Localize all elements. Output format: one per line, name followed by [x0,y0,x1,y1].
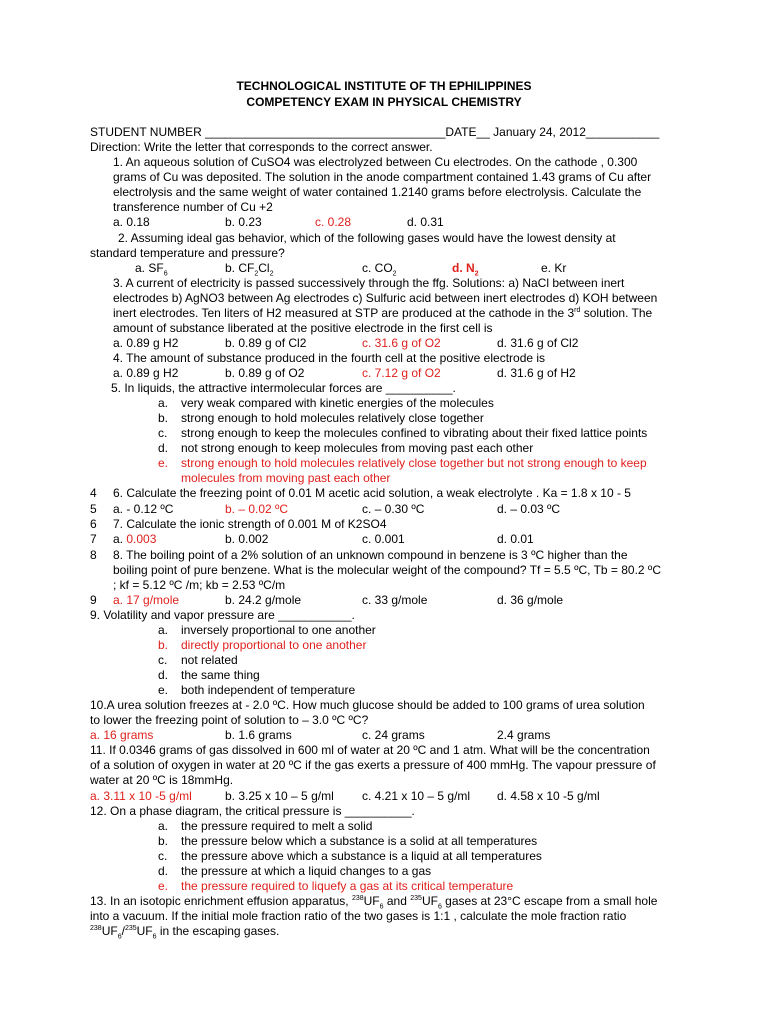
option-text-answer: the pressure required to liquefy a gas at its critical temperature [181,879,514,893]
option-letter-answer: e. [158,456,169,470]
option-text: not related [181,653,238,667]
option-text-answer-continued: molecules from moving past each other [181,471,391,485]
question-text: 13. In an isotopic enrichment effusion apparatus, $^{238}UF_6$ and $^{235}UF_6$ gases at 23°C escape from a small hole [90,894,658,911]
option-c: c. 24 grams [362,728,425,742]
question-text: amount of substance liberated at the positive electrode in the first cell is [113,321,493,335]
option-a: a. - 0.12 ºC [113,502,174,516]
option-letter: a. [158,396,169,410]
option-letter: b. [158,411,169,425]
option-letter: a. [158,623,169,637]
question-text: water at 20 ºC is 18mmHg. [90,773,234,787]
option-a: a. 0.89 g H2 [113,366,179,380]
option-letter: c. [158,426,168,440]
question-text: 9. Volatility and vapor pressure are ___________. [90,608,355,622]
question-text: 6. Calculate the freezing point of 0.01 M acetic acid solution, a weak electrolyte . Ka = 1.8 x 10 - 5 [113,486,631,500]
option-c-answer: c. 0.28 [315,215,352,229]
option-text: inversely proportional to one another [181,623,376,637]
exam-title: COMPETENCY EXAM IN PHYSICAL CHEMISTRY [246,95,522,109]
option-d: d. 0.31 [407,215,444,229]
option-b: b. 3.25 x 10 – 5 g/ml [225,789,334,803]
option-a-answer: a. 17 g/mole [113,593,180,607]
option-d-answer: d. $N_2$ [452,261,479,278]
option-letter: d. [158,864,169,878]
option-b: b. 24.2 g/mole [225,593,302,607]
question-text: boiling point of pure benzene. What is the molecular weight of the compound? Tf = 5.5 ºC, Tb = 80.2 ºC [113,563,661,577]
line-number: 8 [90,548,97,562]
option-a-answer: a. 3.11 x 10 -5 g/ml [90,789,192,803]
question-text: grams of Cu was deposited. The solution in the anode compartment contained 1.43 grams of Cu after [113,170,652,184]
option-text: strong enough to hold molecules relatively close together [181,411,484,425]
option-c: c. 4.21 x 10 – 5 g/ml [362,789,471,803]
option-text: very weak compared with kinetic energies of the molecules [181,396,494,410]
option-a: a. $SF_6$ [135,261,168,278]
question-text: 2. Assuming ideal gas behavior, which of the following gases would have the lowest density at [118,231,616,245]
option-b: b. 0.89 g of O2 [225,366,305,380]
option-text-answer: directly proportional to one another [181,638,367,652]
option-text: not strong enough to keep molecules from moving past each other [181,441,534,455]
option-text: strong enough to keep the molecules confined to vibrating about their fixed lattice points [181,426,648,440]
option-text: the pressure required to melt a solid [181,819,373,833]
option-a: a. 0.18 [113,215,150,229]
line-number: 4 [90,486,97,500]
line-number: 5 [90,502,97,516]
option-text: the pressure below which a substance is a solid at all temperatures [181,834,538,848]
option-d: 2.4 grams [497,728,551,742]
student-number-date-line: STUDENT NUMBER ____________________________________DATE__ January 24, 2012___________ [90,125,660,139]
option-d: d. 31.6 g of Cl2 [497,336,579,350]
question-text: electrodes b) AgNO3 between Ag electrodes c) Sulfuric acid between inert electrodes d) KOH between [113,291,658,305]
question-text: 7. Calculate the ionic strength of 0.001 M of K2SO4 [113,517,387,531]
question-text: 8. The boiling point of a 2% solution of an unknown compound in benzene is 3 ºC higher than the [113,548,628,562]
option-d: d. 0.01 [497,532,534,546]
institute-title: TECHNOLOGICAL INSTITUTE OF TH EPHILIPPINES [236,79,532,93]
line-number: 7 [90,532,97,546]
option-text-answer: strong enough to hold molecules relatively close together but not strong enough to keep [181,456,647,470]
option-letter: e. [158,683,169,697]
line-number: 6 [90,517,97,531]
option-a-answer: a. 16 grams [90,728,154,742]
question-text: 5. In liquids, the attractive intermolecular forces are __________. [111,381,456,395]
question-text: standard temperature and pressure? [90,246,285,260]
option-b: b. 0.23 [225,215,262,229]
option-b: b. 0.89 g of Cl2 [225,336,307,350]
option-c-answer: c. 7.12 g of O2 [362,366,441,380]
option-e: e. Kr [541,261,567,275]
question-text: of a solution of oxygen in water at 20 ºC if the gas exerts a pressure of 400 mmHg. The vapour pressure of [90,758,656,772]
option-letter: b. [158,834,169,848]
question-text: into a vacuum. If the initial mole fraction ratio of the two gases is 1:1 , calculate the mole fraction ratio [90,909,627,923]
question-text: ; kf = 5.12 ºC /m; kb = 2.53 ºC/m [113,578,286,592]
option-b: b. 1.6 grams [225,728,292,742]
option-letter: d. [158,441,169,455]
option-c: c. 0.001 [362,532,405,546]
option-d: d. 31.6 g of H2 [497,366,576,380]
option-text: the pressure at which a liquid changes to a gas [181,864,432,878]
option-b-answer: b. – 0.02 ºC [225,502,289,516]
question-text: electrolysis and the same weight of water contained 1.2140 grams before electrolysis. Calculate the [113,185,642,199]
question-text: 4. The amount of substance produced in the fourth cell at the positive electrode is [113,351,546,365]
option-text: the pressure above which a substance is a liquid at all temperatures [181,849,542,863]
option-c: c. $CO_2$ [362,261,397,278]
question-text: to lower the freezing point of solution to – 3.0 ºC ºC? [90,713,369,727]
option-c: c. – 0.30 ºC [362,502,425,516]
option-d: d. 4.58 x 10 -5 g/ml [497,789,600,803]
question-text: 12. On a phase diagram, the critical pressure is __________. [90,804,415,818]
option-letter: d. [158,668,169,682]
option-b: b. $CF_2Cl_2$ [225,261,274,278]
option-c-answer: c. 31.6 g of O2 [362,336,441,350]
option-a: a. 0.89 g H2 [113,336,179,350]
option-b: b. 0.002 [225,532,269,546]
option-letter-answer: e. [158,879,169,893]
question-text: 11. If 0.0346 grams of gas dissolved in 600 ml of water at 20 ºC and 1 atm. What will be the concentration [90,743,650,757]
option-text: the same thing [181,668,260,682]
option-letter: c. [158,653,168,667]
option-letter-answer: b. [158,638,169,652]
question-text: 1. An aqueous solution of CuSO4 was electrolyzed between Cu electrodes. On the cathode , 0.300 [113,155,638,169]
question-text: transference number of Cu +2 [113,200,273,214]
option-c: c. 33 g/mole [362,593,428,607]
question-text: 10.A urea solution freezes at - 2.0 ºC. How much glucose should be added to 100 grams of urea solution [90,698,645,712]
question-text: $^{238}UF_6/^{235}UF_6$ in the escaping gases. [90,924,280,941]
option-letter: c. [158,849,168,863]
question-text: inert electrodes. Ten liters of H2 measured at STP are produced at the cathode in the 3rd solution. The [113,306,653,320]
option-a-answer: a. 0.003 [113,532,157,546]
option-letter: a. [158,819,169,833]
line-number: 9 [90,593,97,607]
question-text: 3. A current of electricity is passed successively through the ffg. Solutions: a) NaCl between inert [113,276,625,290]
option-d: d. 36 g/mole [497,593,564,607]
option-d: d. – 0.03 ºC [497,502,561,516]
option-text: both independent of temperature [181,683,356,697]
direction: Direction: Write the letter that corresponds to the correct answer. [90,140,433,154]
